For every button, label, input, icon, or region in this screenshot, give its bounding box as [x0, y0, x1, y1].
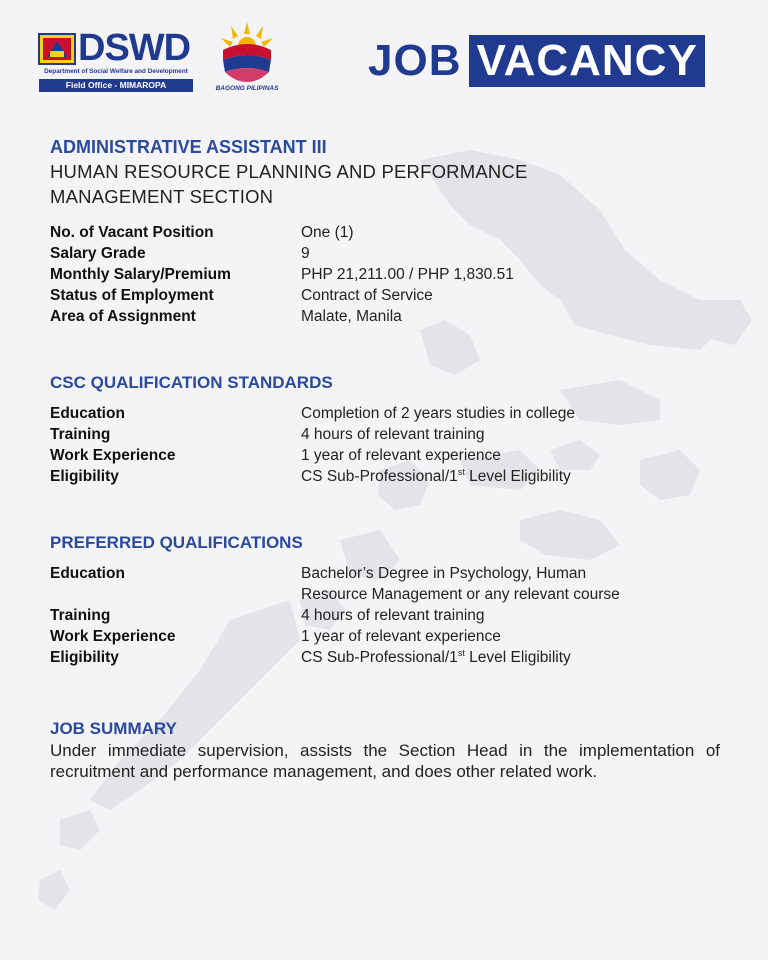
preferred-value: Bachelor’s Degree in Psychology, Human: [301, 565, 587, 582]
eligibility-superscript: st: [457, 466, 465, 477]
csc-heading: CSC QUALIFICATION STANDARDS: [50, 373, 333, 392]
preferred-label: Education: [50, 565, 125, 582]
detail-value: Contract of Service: [301, 287, 433, 304]
csc-row: [50, 424, 720, 445]
preferred-row: [50, 626, 720, 647]
eligibility-text-end: Level Eligibility: [464, 649, 571, 666]
csc-qualifications: [50, 403, 720, 487]
title-vacancy: VACANCY: [476, 36, 698, 85]
position-unit-line1: HUMAN RESOURCE PLANNING AND PERFORMANCE: [50, 161, 528, 182]
preferred-value: 1 year of relevant experience: [301, 628, 501, 645]
eligibility-text: CS Sub-Professional/1: [301, 649, 458, 666]
detail-value: 9: [301, 245, 310, 262]
preferred-row: [50, 605, 720, 626]
detail-label: Area of Assignment: [50, 308, 196, 325]
detail-value: Malate, Manila: [301, 308, 402, 325]
preferred-row: [50, 563, 720, 584]
preferred-value: 4 hours of relevant training: [301, 607, 485, 624]
detail-value: One (1): [301, 224, 354, 241]
dswd-field-office: Field Office - MIMAROPA: [39, 79, 193, 92]
title-job: JOB: [368, 36, 462, 85]
bagong-pilipinas-sun-icon: [207, 20, 287, 86]
detail-label: Salary Grade: [50, 245, 146, 262]
detail-row: [50, 264, 720, 285]
detail-row: [50, 306, 720, 327]
detail-label: No. of Vacant Position: [50, 224, 214, 241]
bagong-pilipinas-text: BAGONG PILIPINAS: [215, 85, 279, 92]
csc-row: [50, 403, 720, 424]
preferred-label: Work Experience: [50, 628, 176, 645]
dswd-logo: [38, 27, 194, 93]
detail-row: [50, 285, 720, 306]
csc-row: [50, 466, 720, 487]
preferred-row: [50, 647, 720, 668]
preferred-label: Eligibility: [50, 649, 119, 666]
detail-label: Monthly Salary/Premium: [50, 266, 231, 283]
csc-label: Work Experience: [50, 447, 176, 464]
dswd-emblem-icon: [38, 33, 76, 65]
summary-text: Under immediate supervision, assists the Section Head in the implementation of recruitment and performance management, and does other related work.: [50, 741, 720, 781]
eligibility-superscript: st: [457, 647, 465, 658]
position-unit-line2: MANAGEMENT SECTION: [50, 186, 274, 207]
dswd-wordmark: DSWD: [78, 27, 191, 69]
eligibility-text: CS Sub-Professional/1: [301, 468, 458, 485]
preferred-qualifications: [50, 563, 720, 668]
position-title: ADMINISTRATIVE ASSISTANT III: [50, 137, 327, 157]
csc-value: Completion of 2 years studies in college: [301, 405, 575, 422]
detail-value: PHP 21,211.00 / PHP 1,830.51: [301, 266, 514, 283]
csc-label: Education: [50, 405, 125, 422]
preferred-heading: PREFERRED QUALIFICATIONS: [50, 533, 303, 552]
job-vacancy-title: [368, 34, 705, 88]
csc-value: [301, 466, 571, 487]
dswd-subtitle: Department of Social Welfare and Development: [44, 68, 188, 75]
preferred-row-cont: [50, 584, 720, 605]
summary-heading: JOB SUMMARY: [50, 719, 177, 738]
csc-label: Training: [50, 426, 111, 443]
csc-value: 4 hours of relevant training: [301, 426, 485, 443]
detail-label: Status of Employment: [50, 287, 214, 304]
preferred-label: Training: [50, 607, 111, 624]
preferred-value: [301, 647, 571, 668]
eligibility-text-end: Level Eligibility: [464, 468, 571, 485]
preferred-value: Resource Management or any relevant course: [301, 586, 620, 603]
vacancy-content: [50, 135, 720, 782]
bagong-pilipinas-logo: [207, 20, 287, 98]
position-details: [50, 222, 720, 327]
detail-row: [50, 243, 720, 264]
csc-label: Eligibility: [50, 468, 119, 485]
title-vacancy-box: [469, 35, 704, 87]
detail-row: [50, 222, 720, 243]
csc-row: [50, 445, 720, 466]
csc-value: 1 year of relevant experience: [301, 447, 501, 464]
